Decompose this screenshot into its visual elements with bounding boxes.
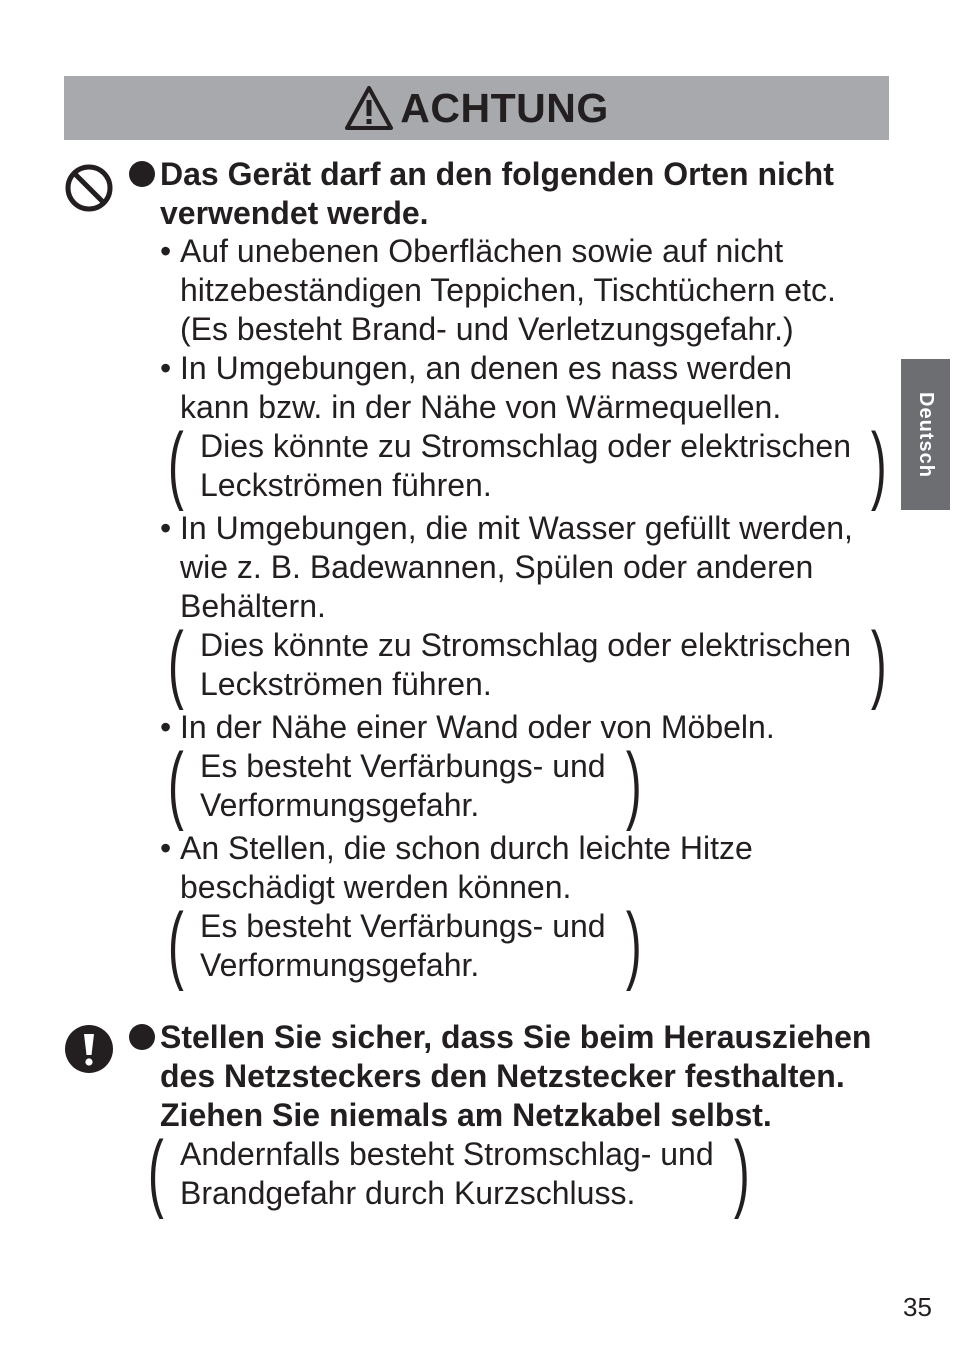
parenthetical-note: ( Andernfalls besteht Stromschlag- und Brandgefahr durch Kurzschluss. ) bbox=[148, 1124, 750, 1220]
close-paren: ) bbox=[625, 896, 642, 992]
mandatory-exclamation-icon bbox=[64, 1024, 114, 1074]
section2-heading: Stellen Sie sicher, dass Sie beim Herausziehen des Netzsteckers den Netzstecker festhalten. Ziehen Sie niemals am Netzkabel selbst. bbox=[160, 1019, 872, 1133]
language-tab bbox=[901, 359, 950, 510]
list-item: • In der Nähe einer Wand oder von Möbeln. ( Es besteht Verfärbungs- und Verformungsgefahr. ) bbox=[160, 709, 775, 832]
language-tab-label: Deutsch bbox=[915, 391, 937, 478]
bullet-mark: • bbox=[160, 510, 172, 546]
parenthetical-note: ( Es besteht Verfärbungs- und Verformungsgefahr. ) bbox=[168, 896, 642, 992]
caution-banner bbox=[64, 76, 889, 140]
section1-list bbox=[160, 232, 890, 992]
close-paren: ) bbox=[871, 615, 887, 711]
bullet-mark: • bbox=[160, 830, 172, 866]
open-paren: ( bbox=[168, 615, 184, 711]
bullet-mark: • bbox=[160, 350, 172, 386]
open-paren: ( bbox=[148, 1124, 164, 1220]
page-number: 35 bbox=[903, 1292, 932, 1322]
close-paren: ) bbox=[733, 1124, 750, 1220]
list-item: • An Stellen, die schon durch leichte Hitze beschädigt werden können. ( Es besteht Verfärbungs- und Verformungsgefahr. ) bbox=[160, 830, 753, 992]
bullet-mark: • bbox=[160, 709, 172, 745]
close-paren: ) bbox=[871, 416, 887, 512]
parenthetical-note: ( Dies könnte zu Stromschlag oder elektrischen Leckströmen führen. ) bbox=[168, 615, 887, 711]
prohibited-icon bbox=[64, 163, 114, 213]
section1-heading: Das Gerät darf an den folgenden Orten nicht verwendet werde. bbox=[160, 156, 834, 231]
parenthetical-note: ( Es besteht Verfärbungs- und Verformungsgefahr. ) bbox=[168, 736, 642, 832]
close-paren: ) bbox=[625, 736, 642, 832]
bullet-mark: • bbox=[160, 233, 172, 269]
parenthetical-note: ( Dies könnte zu Stromschlag oder elektrischen Leckströmen führen. ) bbox=[168, 416, 887, 512]
warning-triangle-icon bbox=[344, 85, 394, 131]
open-paren: ( bbox=[168, 896, 184, 992]
banner-title: ACHTUNG bbox=[400, 84, 609, 131]
heading-bullet bbox=[129, 161, 155, 187]
heading-bullet bbox=[129, 1024, 155, 1050]
list-item: • In Umgebungen, an denen es nass werden kann bzw. in der Nähe von Wärmequellen. ( Dies könnte zu Stromschlag oder elektrischen Leckströmen führen. ) bbox=[160, 350, 887, 512]
open-paren: ( bbox=[168, 736, 184, 832]
open-paren: ( bbox=[168, 416, 184, 512]
list-item: • Auf unebenen Oberflächen sowie auf nicht hitzebeständigen Teppichen, Tischtüchern etc. (Es besteht Brand- und Verletzungsgefahr.) bbox=[160, 233, 836, 347]
list-item: • In Umgebungen, die mit Wasser gefüllt werden, wie z. B. Badewannen, Spülen oder anderen Behältern. ( Dies könnte zu Stromschlag oder elektrischen Leckströmen führen. ) bbox=[160, 510, 887, 711]
